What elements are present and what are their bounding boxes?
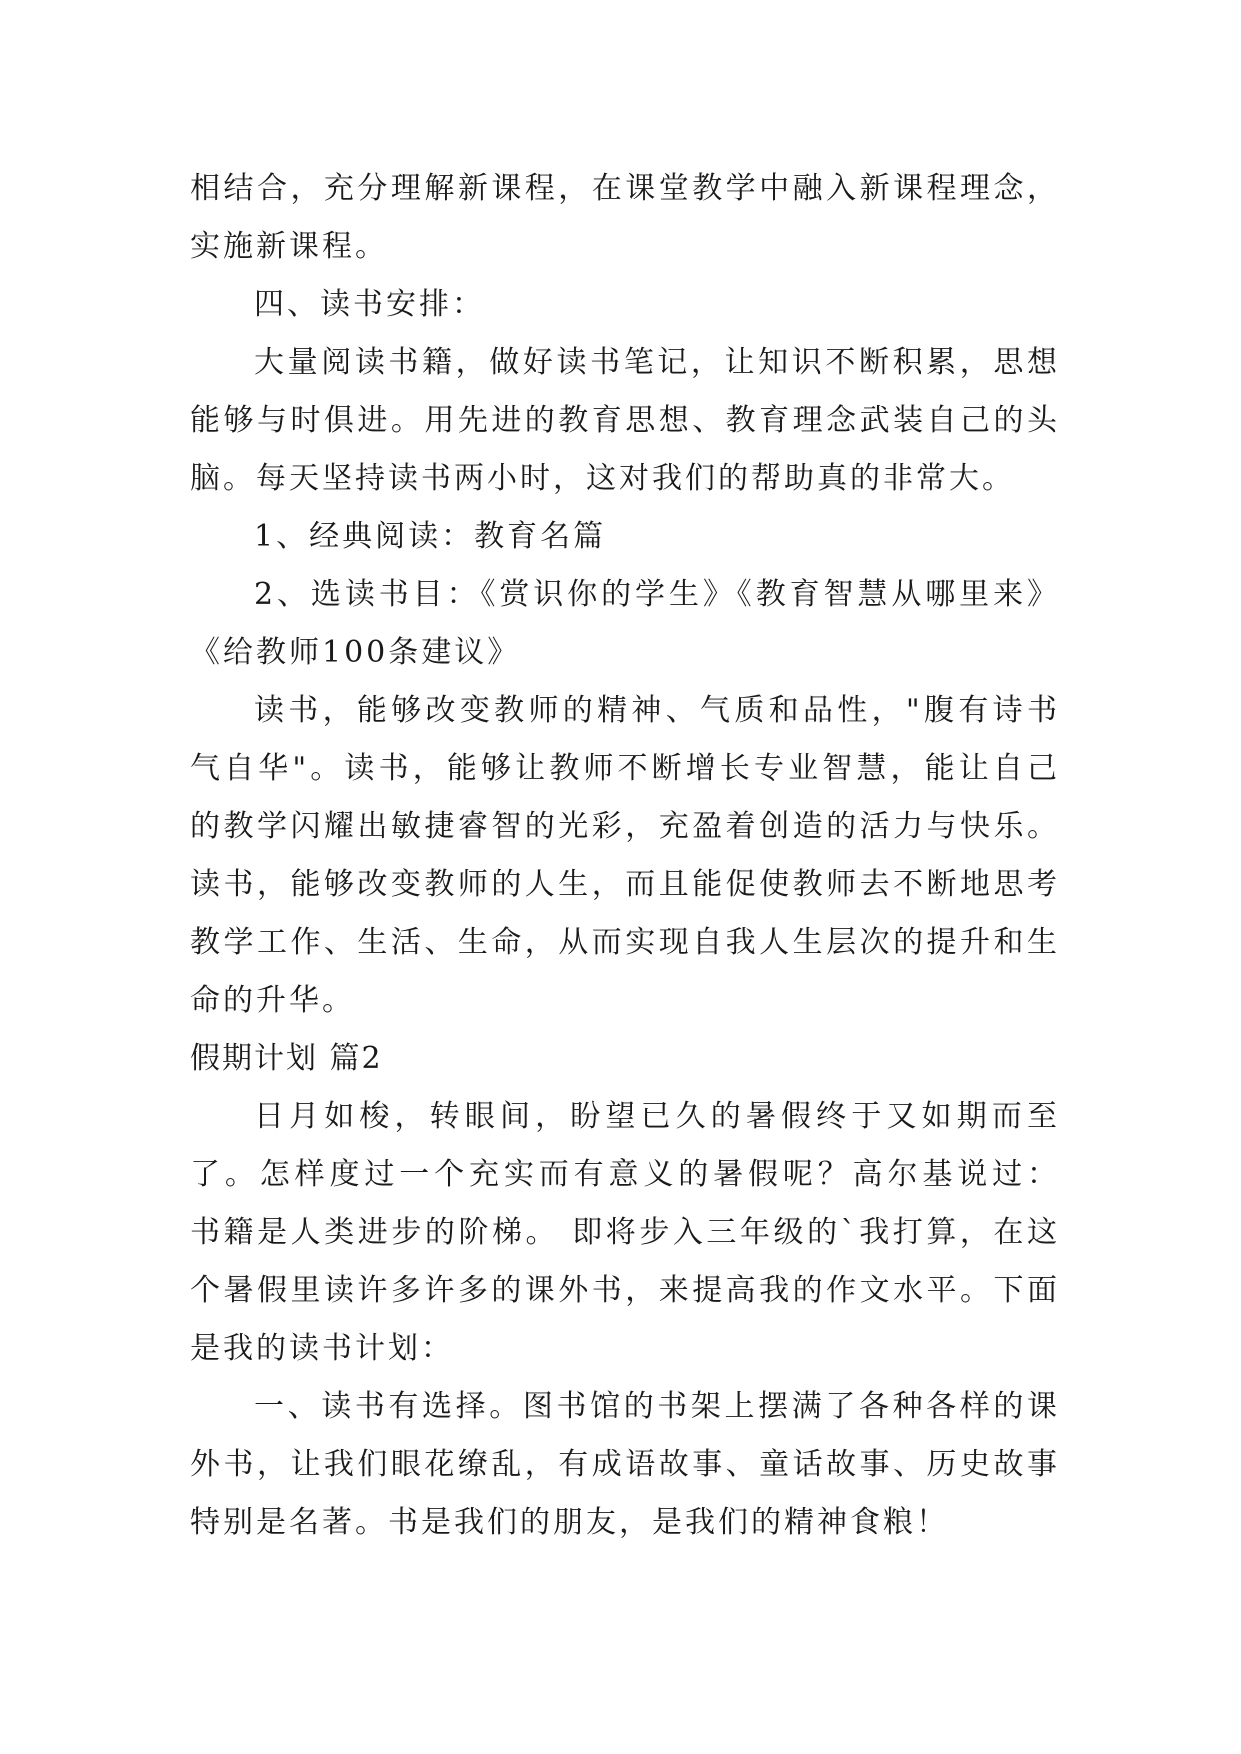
list-item-classic-reading: 1、经典阅读：教育名篇	[254, 519, 607, 554]
paragraph-reading-benefits: 读书，能够改变教师的精神、气质和品性，"腹有诗书气自华"。读书，能够让教师不断增长专业智慧，能让自己的教学闪耀出敏捷睿智的光彩，充盈着创造的活力与快乐。读书，能够改变教师的人生，而且能促使教师去不断地思考教学工作、生活、生命，从而实现自我人生层次的提升和生命的升华。	[190, 693, 1060, 1018]
paragraph-book-selection: 一、读书有选择。图书馆的书架上摆满了各种各样的课外书，让我们眼花缭乱，有成语故事、童话故事、历史故事特别是名著。书是我们的朋友，是我们的精神食粮！	[190, 1389, 1060, 1540]
paragraph-reading-habits: 大量阅读书籍，做好读书笔记，让知识不断积累，思想能够与时俱进。用先进的教育思想、教育理念武装自己的头脑。每天坚持读书两小时，这对我们的帮助真的非常大。	[190, 345, 1060, 496]
document-body	[190, 160, 1060, 1552]
list-item-selected-books: 2、选读书目：《赏识你的学生》《教育智慧从哪里来》《给教师100条建议》	[190, 577, 1060, 670]
paragraph-continuation: 相结合，充分理解新课程，在课堂教学中融入新课程理念，实施新课程。	[190, 171, 1060, 264]
section-heading-reading-plan: 四、读书安排：	[254, 287, 485, 322]
article-title-part-2: 假期计划 篇2	[190, 1041, 383, 1076]
paragraph-summer-intro: 日月如梭，转眼间，盼望已久的暑假终于又如期而至了。怎样度过一个充实而有意义的暑假呢？高尔基说过： 书籍是人类进步的阶梯。 即将步入三年级的`我打算，在这个暑假里读许多许多的课外书，来提高我的作文水平。下面是我的读书计划：	[190, 1099, 1060, 1366]
